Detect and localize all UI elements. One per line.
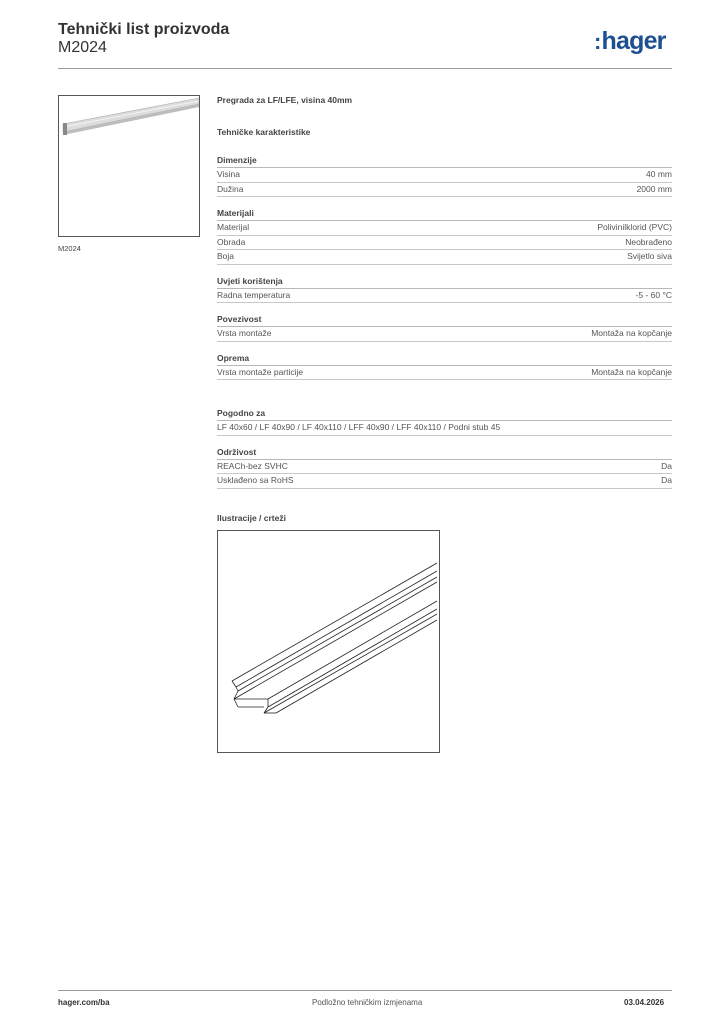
logo-text: hager: [601, 27, 666, 55]
spec-row: [217, 168, 672, 183]
spec-value: 2000 mm: [636, 183, 672, 194]
section-title: Uvjeti korištenja: [217, 276, 672, 289]
spec-row: [217, 421, 672, 436]
tech-heading: Tehničke karakteristike: [217, 127, 311, 137]
spec-row: [217, 250, 672, 265]
section-sustainability: [217, 447, 672, 489]
product-code: M2024: [58, 39, 107, 56]
spec-value: 40 mm: [646, 169, 672, 179]
page-title: Tehnički list proizvoda: [58, 21, 230, 38]
footer-website[interactable]: hager.com/ba: [58, 998, 110, 1007]
section-title: Oprema: [217, 353, 672, 366]
product-name: Pregrada za LF/LFE, visina 40mm: [217, 95, 353, 105]
spec-label: Obrada: [217, 236, 246, 247]
product-thumbnail: [58, 95, 200, 237]
spec-row: [217, 236, 672, 251]
section-title: Dimenzije: [217, 155, 672, 168]
section-materials: [217, 208, 672, 265]
spec-label: Materijal: [217, 222, 250, 232]
footer-notice: Podložno tehničkim izmjenama: [312, 998, 423, 1007]
footer-divider: [58, 990, 672, 991]
spec-label: Usklađeno sa RoHS: [217, 475, 294, 485]
section-connectivity: [217, 314, 672, 342]
spec-row: [217, 289, 672, 304]
section-title: Održivost: [217, 447, 672, 460]
section-compatible: [217, 408, 672, 436]
section-dimensions: [217, 155, 672, 197]
spec-row: [217, 327, 672, 342]
hager-logo[interactable]: :hager: [594, 27, 666, 55]
spec-label: Dužina: [217, 183, 244, 194]
spec-label: Boja: [217, 251, 235, 261]
section-title: Pogodno za: [217, 408, 672, 421]
section-conditions: [217, 276, 672, 304]
spec-row: [217, 183, 672, 198]
spec-value: -5 - 60 °C: [635, 289, 672, 300]
spec-value: Svijetlo siva: [627, 251, 672, 261]
spec-label: REACh-bez SVHC: [217, 460, 288, 471]
spec-value: Da: [661, 460, 672, 471]
spec-label: Visina: [217, 169, 240, 179]
spec-value: Montaža na kopčanje: [591, 328, 672, 338]
spec-label: LF 40x60 / LF 40x90 / LF 40x110 / LFF 40x90 / LFF 40x110 / Podni stub 45: [217, 422, 501, 432]
spec-row: [217, 474, 672, 489]
spec-value: Neobrađeno: [625, 236, 672, 247]
spec-row: [217, 366, 672, 381]
footer-date: 03.04.2026: [624, 998, 665, 1007]
spec-row: [217, 221, 672, 236]
partition-line-drawing: [218, 531, 439, 752]
spec-label: Vrsta montaže particije: [217, 366, 304, 377]
spec-label: Vrsta montaže: [217, 328, 272, 338]
drawing-frame: [217, 530, 440, 753]
drawing-heading: Ilustracije / crteži: [217, 512, 286, 523]
spec-value: Polivinilklorid (PVC): [597, 222, 672, 232]
spec-label: Radna temperatura: [217, 289, 291, 300]
thumbnail-caption: M2024: [58, 244, 81, 253]
spec-value: Montaža na kopčanje: [591, 366, 672, 377]
header-divider: [58, 68, 672, 69]
section-title: Materijali: [217, 208, 672, 221]
spec-column: [217, 95, 672, 753]
cable-trunking-partition-image: [59, 96, 199, 236]
section-title: Povezivost: [217, 314, 672, 327]
spec-value: Da: [661, 475, 672, 485]
spec-row: [217, 460, 672, 475]
section-equipment: [217, 353, 672, 381]
